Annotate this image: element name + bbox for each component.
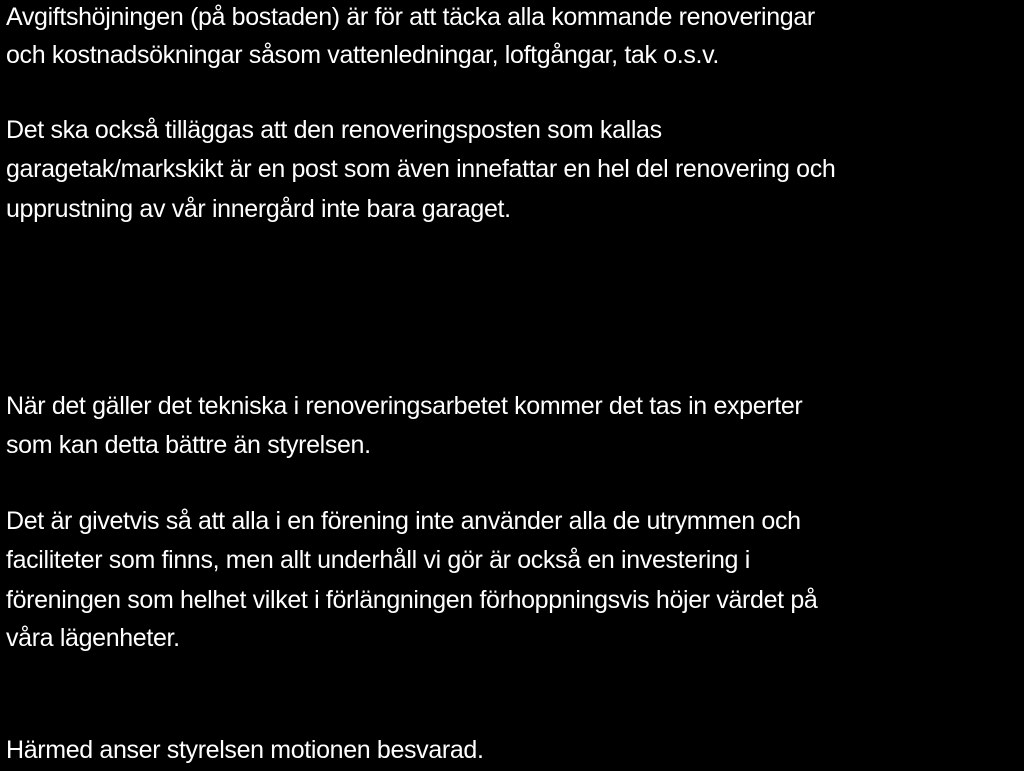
text-line: Det är givetvis så att alla i en förening inte använder alla de utrymmen och bbox=[6, 507, 801, 535]
text-line: Avgiftshöjningen (på bostaden) är för att täcka alla kommande renoveringar bbox=[6, 3, 815, 31]
text-line: När det gäller det tekniska i renoveringsarbetet kommer det tas in experter bbox=[6, 392, 803, 420]
text-line: våra lägenheter. bbox=[6, 624, 180, 652]
text-line: garagetak/markskikt är en post som även innefattar en hel del renovering och bbox=[6, 155, 836, 183]
text-line: och kostnadsökningar såsom vattenledningar, loftgångar, tak o.s.v. bbox=[6, 41, 719, 69]
text-line: Härmed anser styrelsen motionen besvarad. bbox=[6, 736, 484, 764]
text-line: föreningen som helhet vilket i förlängningen förhoppningsvis höjer värdet på bbox=[6, 586, 818, 614]
text-line: faciliteter som finns, men allt underhåll vi gör är också en investering i bbox=[6, 546, 750, 574]
text-line: Det ska också tilläggas att den renoveringsposten som kallas bbox=[6, 116, 662, 144]
text-line: som kan detta bättre än styrelsen. bbox=[6, 431, 371, 459]
text-line: upprustning av vår innergård inte bara garaget. bbox=[6, 195, 511, 223]
